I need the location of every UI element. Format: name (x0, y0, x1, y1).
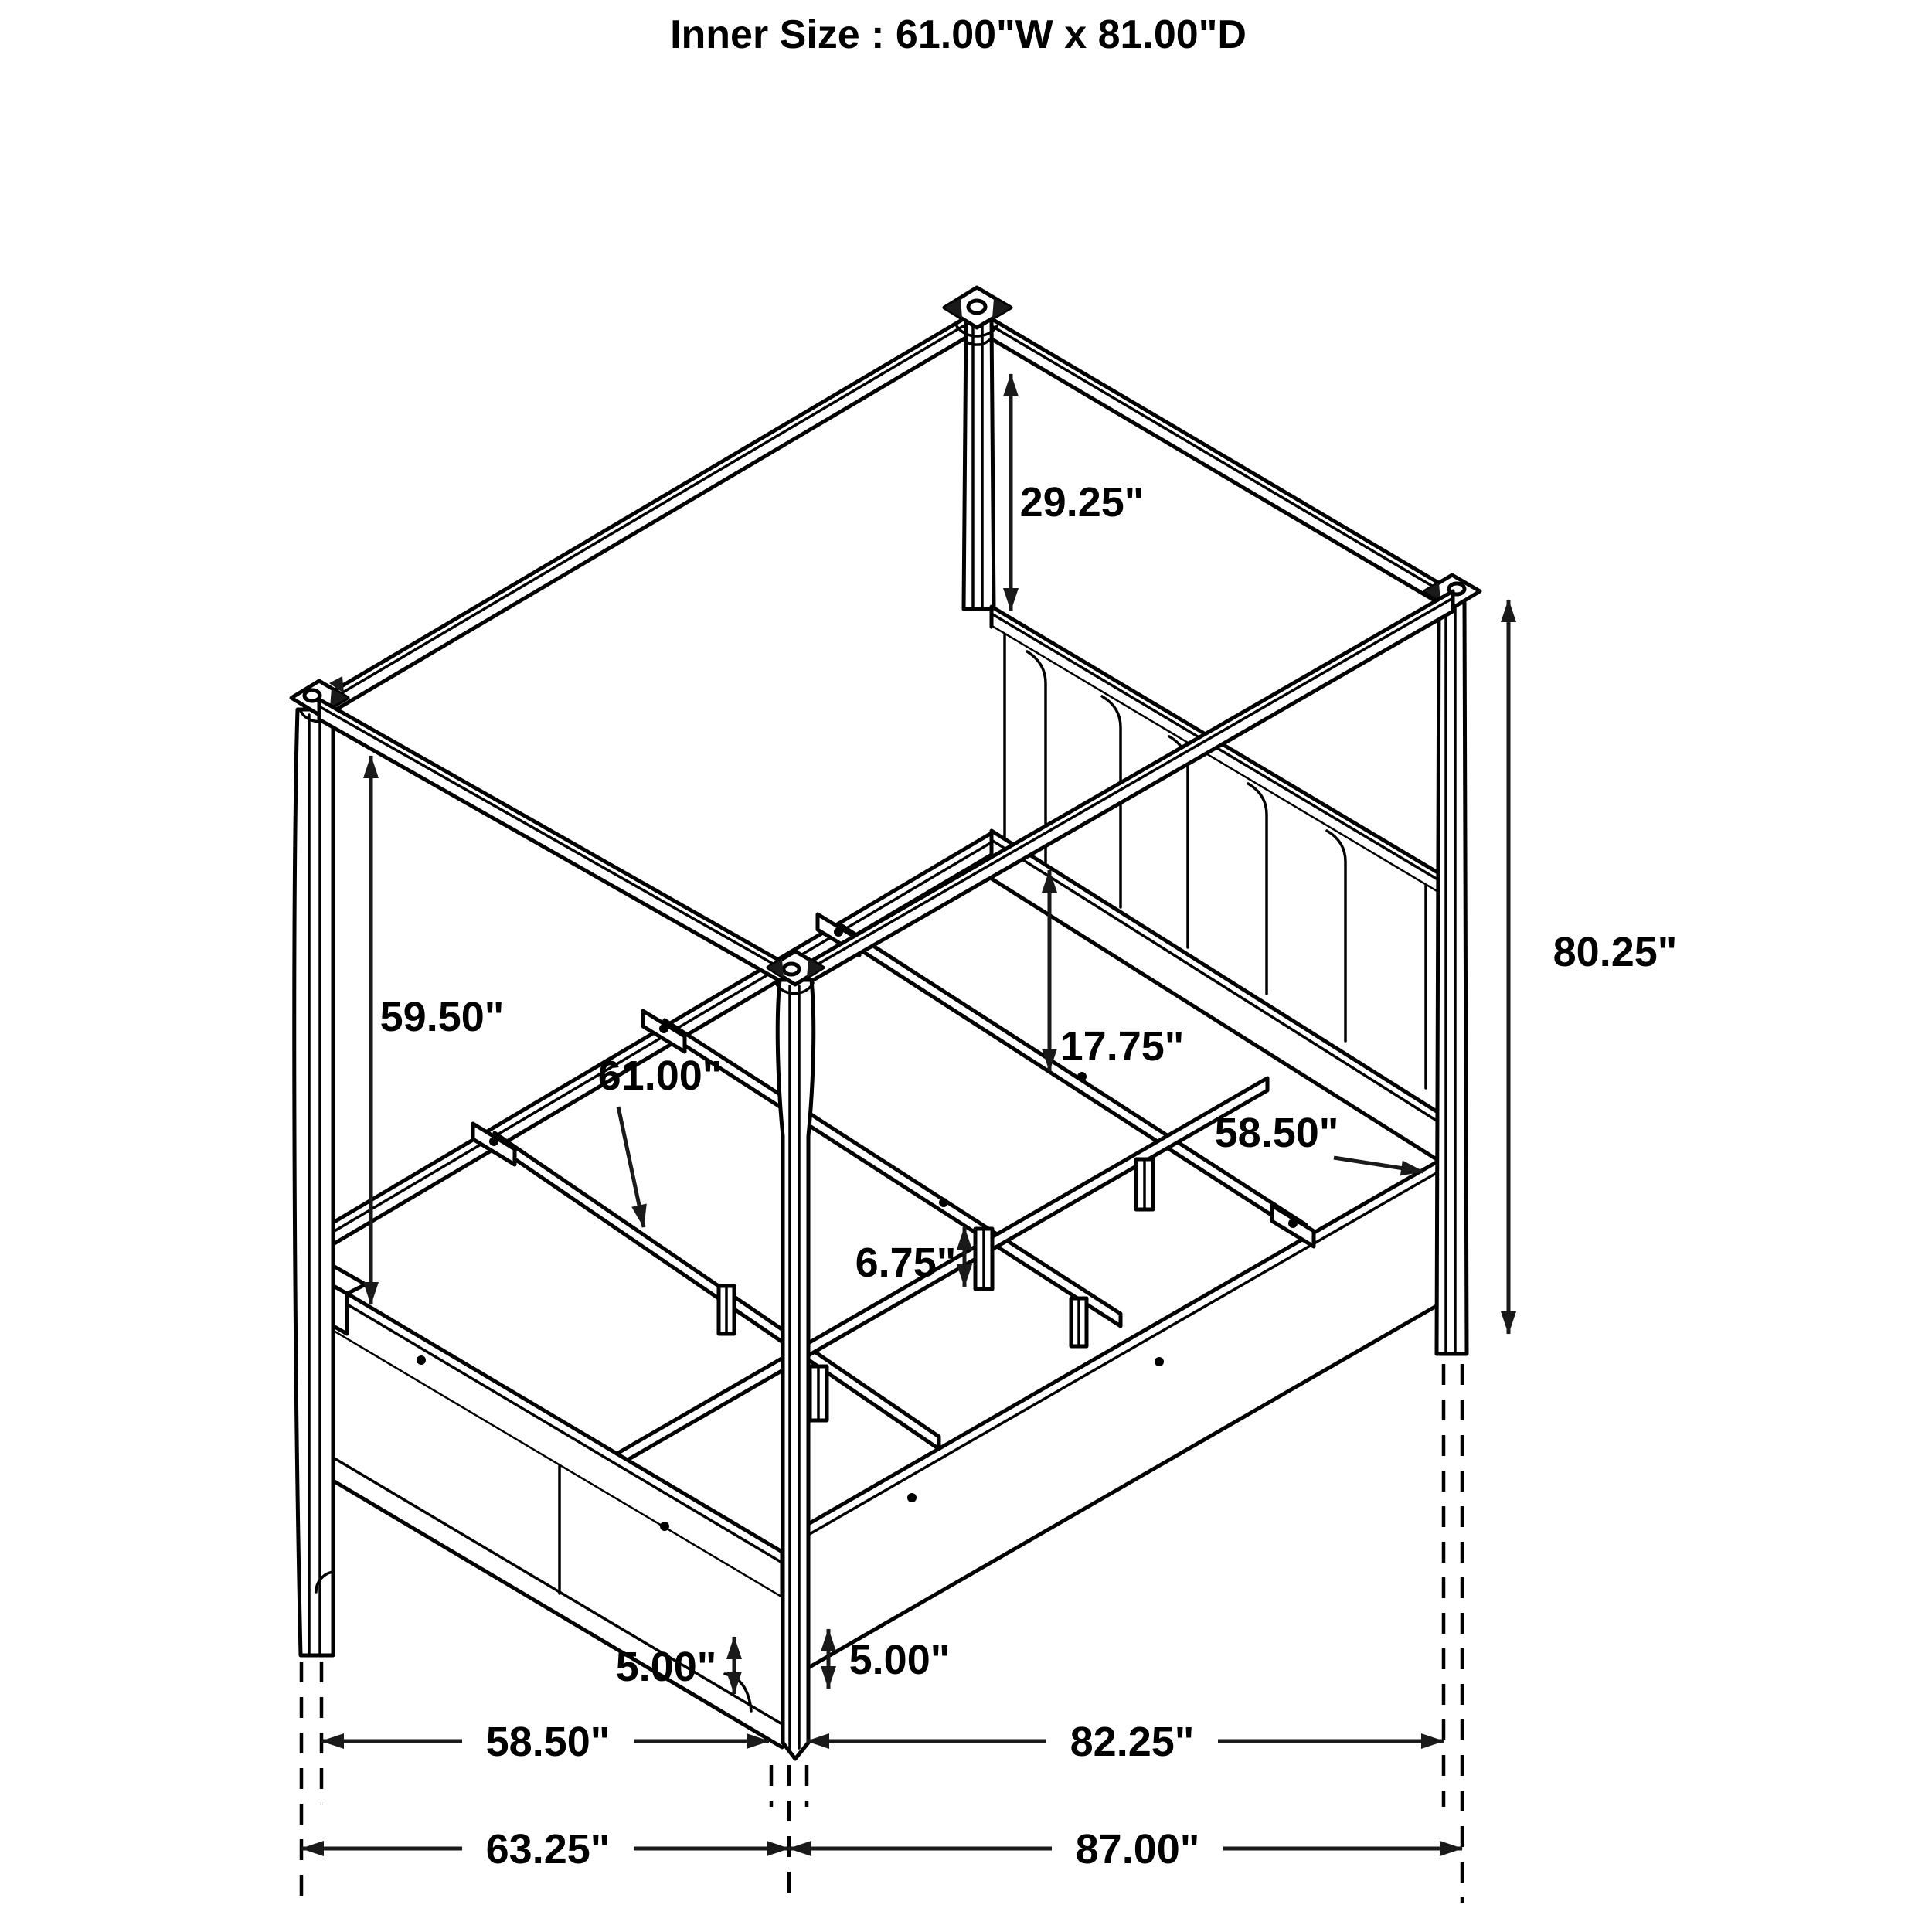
support-leg (975, 1229, 992, 1289)
dim-slat-leg-label: 6.75" (855, 1240, 957, 1286)
dim-row-inner (321, 1716, 1444, 1766)
dim-foot-left (616, 1637, 734, 1694)
dim-slat-leg (855, 1227, 964, 1287)
dim-overall-height-label: 80.25" (1553, 929, 1678, 975)
diagram-title: Inner Size : 61.00"W x 81.00"D (670, 12, 1247, 57)
support-leg (719, 1286, 734, 1334)
dim-width-inner-label: 58.50" (485, 1719, 611, 1765)
left-post (291, 676, 348, 1655)
dim-inner-width-label: 61.00" (597, 1053, 723, 1099)
support-leg (1071, 1298, 1087, 1346)
dim-foot-right-label: 5.00" (849, 1637, 951, 1683)
dim-depth-inner-label: 82.25" (1070, 1719, 1195, 1765)
dim-under-clearance-label: 17.75" (1060, 1023, 1185, 1070)
dim-depth-overall-label: 87.00" (1075, 1826, 1200, 1872)
canopy-frame-back-rails (319, 311, 1453, 719)
dim-overall-height (1509, 600, 1677, 1334)
support-leg (1136, 1159, 1153, 1209)
dim-inner-width (598, 1053, 723, 1227)
dim-headboard-width-label: 58.50" (1214, 1110, 1339, 1156)
dim-row-overall (301, 1824, 1462, 1873)
dim-canopy-clearance (371, 756, 504, 1304)
dim-post-drop-label: 29.25" (1019, 479, 1145, 526)
dim-foot-left-label: 5.00" (615, 1644, 717, 1690)
support-leg (810, 1366, 827, 1420)
dim-width-overall-label: 63.25" (485, 1826, 611, 1872)
dim-canopy-clearance-label: 59.50" (379, 994, 505, 1040)
